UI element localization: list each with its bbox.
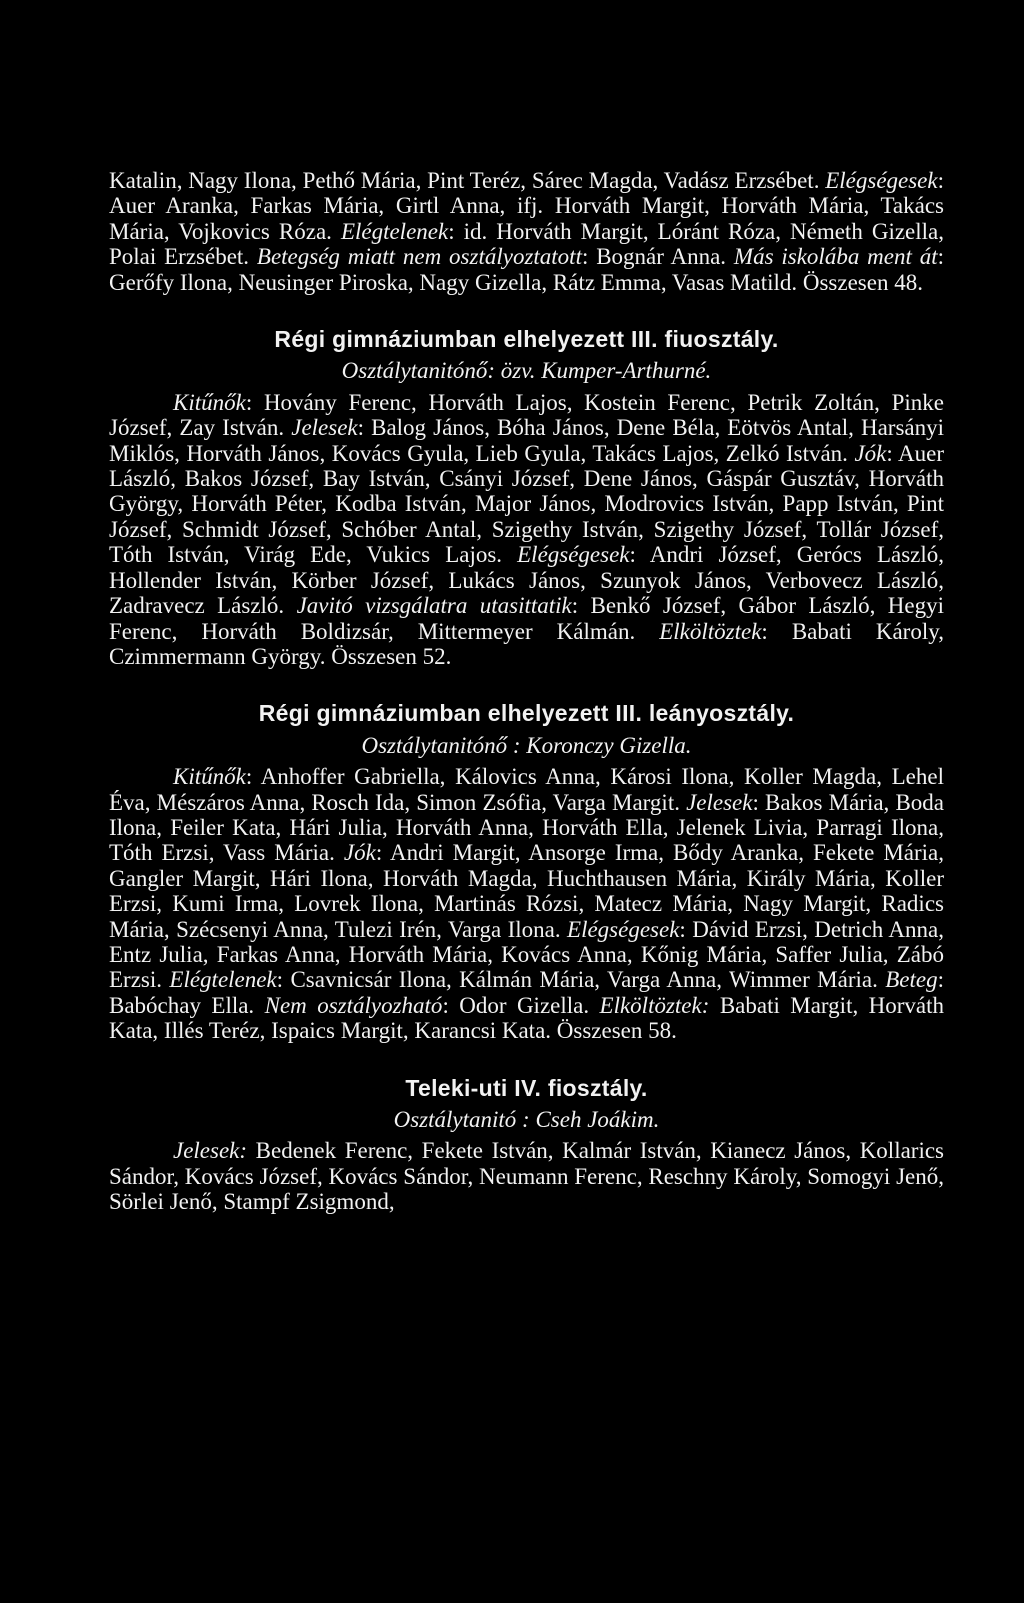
category-label: Elégségesek: [825, 168, 938, 193]
category-label: Jók: [343, 840, 376, 866]
category-label: Jelesek: [291, 415, 358, 441]
category-label: Jók: [854, 440, 887, 466]
category-label: Elégtelenek: [169, 967, 277, 993]
category-label: Más iskolába ment át: [733, 244, 938, 270]
category-label: Elköltöztek:: [599, 992, 710, 1018]
text-run: Bedenek Ferenc, Fekete István, Kalmár István, Kianecz János, Kollarics Sándor, Kovács József, Kovács Sándor, Neumann Ferenc, Reschny Károly, Somogyi Jenő, Sörlei Jenő, Stampf Zsigmond,: [109, 1138, 944, 1215]
teacher-line-leany3: Osztálytanitónő : Koronczy Gizella.: [361, 732, 692, 758]
text-run: : Andri Margit, Ansorge Irma, Bődy Aranka, Fekete Mária, Gangler Margit, Hári Ilona, Horváth Magda, Huchthausen Mária, Király Mária, Koller Erzsi, Kumi Irma, Lovrek Ilona, Martinás Rózsi, Matecz Mária, Nagy Margit, Radics Mária, Szécsenyi Anna, Tulezi Irén, Varga Ilona.: [109, 840, 944, 942]
paragraph-fiu3: [109, 390, 944, 669]
text-run: : Balog János, Bóha János, Dene Béla, Eötvös Antal, Harsányi Miklós, Horváth János, Kovács Gyula, Lieb Gyula, Takács Lajos, Zelkó István.: [109, 415, 944, 466]
text-run: : Odor Gizella.: [442, 992, 600, 1018]
category-label: Betegség miatt nem osztályoztatott: [256, 244, 582, 270]
category-label: Elköltöztek: [659, 618, 762, 644]
category-label: Javitó vizsgálatra utasittatik: [296, 593, 572, 619]
category-label: Kitűnők: [173, 389, 246, 415]
category-label: Elégségesek: [567, 916, 680, 942]
text-run: : Andri József, Gerócs László, Hollender István, Körber József, Lukács János, Szunyok János, Verbovecz László, Zadravecz László.: [109, 542, 945, 619]
category-label: Elégtelenek: [340, 218, 449, 244]
text-run: : Babóchay Ella.: [109, 967, 944, 1018]
teacher-line-fiu3: Osztálytanitónő: özv. Kumper-Arthurné.: [341, 358, 712, 384]
text-run: : Bognár Anna.: [581, 244, 734, 270]
text-run: : Bakos Mária, Boda Ilona, Feiler Kata, Hári Julia, Horváth Anna, Horváth Ella, Jelenek Livia, Parragi Ilona, Tóth Erzsi, Vass Mária.: [109, 789, 944, 866]
text-run: : Auer László, Bakos József, Bay István, Csányi József, Dene János, Gáspár Gusztáv, Horváth György, Horváth Péter, Kodba István, Major János, Modrovics István, Papp István, Pint József, Schmidt József, Schóber Antal, Szigethy István, Szigethy József, Tollár József, Tóth István, Virág Ede, Vukics Lajos.: [109, 440, 944, 568]
section-heading-fiu3: Régi gimnáziumban elhelyezett III. fiuosztály.: [274, 326, 779, 353]
category-label: Jelesek: [686, 789, 753, 815]
text-run: Babati Margit, Horváth Kata, Illés Teréz, Ispaics Margit, Karancsi Kata. Összesen 58.: [109, 992, 945, 1044]
text-run: : Csavnicsár Ilona, Kálmán Mária, Varga Anna, Wimmer Mária.: [276, 967, 886, 993]
intro-paragraph: [109, 168, 944, 295]
text-run: : Hovány Ferenc, Horváth Lajos, Kostein Ferenc, Petrik Zoltán, Pinke József, Zay István.: [109, 389, 944, 441]
category-label: Nem osztályozható: [264, 992, 443, 1018]
text-run: : Auer Aranka, Farkas Mária, Girtl Anna, ifj. Horváth Margit, Horváth Mária, Takács Mária, Vojkovics Róza.: [109, 168, 944, 244]
text-run: : id. Horváth Margit, Lóránt Róza, Németh Gizella, Polai Erzsébet.: [109, 218, 945, 270]
teacher-line-fiu4: Osztálytanitó : Cseh Joákim.: [393, 1107, 660, 1132]
paragraph-fiu4: [109, 1138, 944, 1214]
text-run: : Benkő József, Gábor László, Hegyi Ferenc, Horváth Boldizsár, Mittermeyer Kálmán.: [109, 593, 944, 644]
category-label: Jelesek:: [173, 1138, 248, 1164]
text-run: : Dávid Erzsi, Detrich Anna, Entz Julia, Farkas Anna, Horváth Mária, Kovács Anna, Kőnig Mária, Saffer Julia, Zábó Erzsi.: [109, 916, 944, 993]
text-run: : Babati Károly, Czimmermann György. Összesen 52.: [109, 618, 944, 669]
category-label: Elégségesek: [517, 542, 630, 568]
text-run: : Gerőfy Ilona, Neusinger Piroska, Nagy Gizella, Rátz Emma, Vasas Matild. Összesen 48.: [109, 244, 945, 295]
section-heading-leany3: Régi gimnáziumban elhelyezett III. leányosztály.: [258, 700, 795, 727]
text-run: : Anhoffer Gabriella, Kálovics Anna, Károsi Ilona, Koller Magda, Lehel Éva, Mészáros Anna, Rosch Ida, Simon Zsófia, Varga Margit.: [109, 764, 944, 815]
category-label: Kitűnők: [173, 764, 246, 790]
paragraph-leany3: [109, 764, 944, 1043]
text-run: Katalin, Nagy Ilona, Pethő Mária, Pint Teréz, Sárec Magda, Vadász Erzsébet.: [109, 168, 826, 193]
section-heading-fiu4: Teleki-uti IV. fiosztály.: [405, 1074, 648, 1101]
document-page: [109, 168, 944, 1215]
category-label: Beteg: [885, 967, 938, 993]
